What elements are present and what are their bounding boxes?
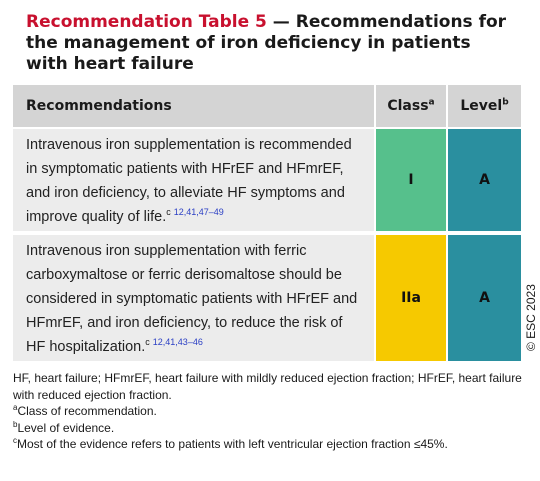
title-dash: — <box>266 12 296 32</box>
footnote-c <box>13 436 523 453</box>
footnote-abbreviations: HF, heart failure; HFmrEF, heart failure with mildly reduced ejection fraction; HFrEF, heart failure with reduced ejection fraction. <box>13 371 522 402</box>
footnote-c-mark: c <box>13 436 17 445</box>
page-title <box>26 12 512 75</box>
level-value: A <box>479 290 490 306</box>
footnote-mark: c <box>166 207 171 218</box>
table-row <box>13 233 521 361</box>
header-class <box>375 85 447 128</box>
footnote-a <box>13 403 523 420</box>
class-value: I <box>408 172 414 188</box>
footnote-a-mark: a <box>13 403 18 412</box>
reference-citation[interactable]: 12,41,47–49 <box>173 207 224 218</box>
copyright-notice: © ESC 2023 <box>524 284 538 351</box>
class-value: IIa <box>401 290 421 306</box>
footnote-mark: c <box>145 337 150 348</box>
recommendation-table <box>13 85 521 361</box>
footnote-c-text: Most of the evidence refers to patients with left ventricular ejection fraction ≤45%. <box>17 437 448 451</box>
recommendation-text: Intravenous iron supplementation is recommended in symptomatic patients with HFrEF and HFmrEF, and iron deficiency, to alleviate HF symptoms and improve quality of life. <box>26 137 352 225</box>
class-cell <box>375 233 447 361</box>
header-level <box>447 85 521 128</box>
level-cell <box>447 128 521 233</box>
recommendation-text-cell <box>13 128 375 233</box>
class-cell <box>375 128 447 233</box>
level-value: A <box>479 172 490 188</box>
level-cell <box>447 233 521 361</box>
header-class-footnote-mark: a <box>428 97 435 108</box>
title-label: Recommendation Table 5 <box>26 12 267 32</box>
header-level-label: Level <box>460 98 503 114</box>
header-level-footnote-mark: b <box>502 97 509 108</box>
footnotes <box>13 370 523 453</box>
header-class-label: Class <box>387 98 429 114</box>
title-text: Recommendations for the management of iron deficiency in patients with heart failure <box>26 12 507 74</box>
recommendation-text-cell <box>13 233 375 361</box>
table-row <box>13 128 521 233</box>
reference-citation[interactable]: 12,41,43–46 <box>152 337 203 348</box>
table-header-row <box>13 85 521 128</box>
footnote-a-text: Class of recommendation. <box>17 404 157 418</box>
footnote-b-text: Level of evidence. <box>17 420 115 435</box>
footnote-b <box>13 420 523 437</box>
footnote-b-mark: b <box>13 419 18 429</box>
header-recommendations <box>13 85 375 128</box>
recommendation-text: Intravenous iron supplementation with ferric carboxymaltose or ferric derisomaltose should be considered in symptomatic patients with HFrEF and HFmrEF, and iron deficiency, to reduce the risk of HF hospitalization. <box>26 243 358 355</box>
header-recommendations-label: Recommendations <box>26 98 172 114</box>
